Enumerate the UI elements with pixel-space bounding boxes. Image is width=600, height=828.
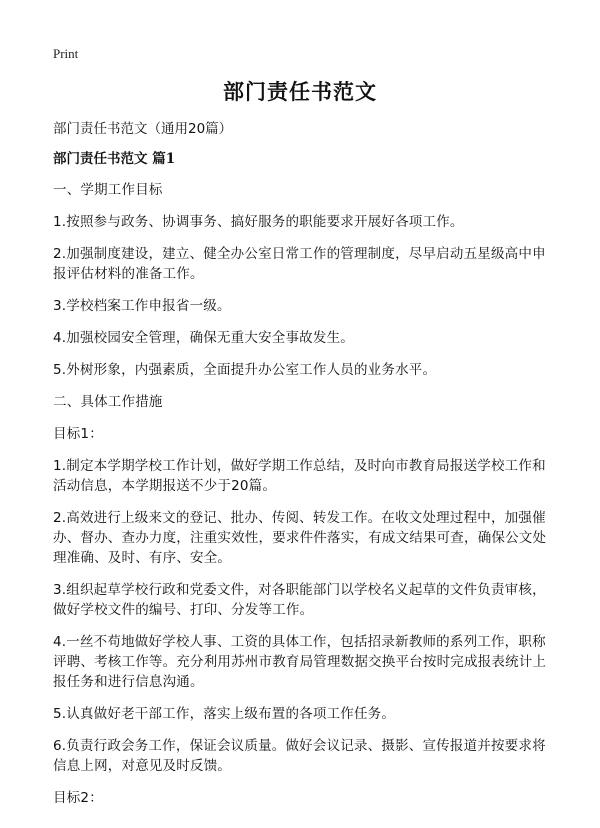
goal-item: 1.按照参与政务、协调事务、搞好服务的职能要求开展好各项工作。 (53, 214, 464, 230)
measure-item: 3.组织起草学校行政和党委文件，对各职能部门以学校名义起草的文件负责审核，做好学校文件的编号、打印、分发等工作。 (53, 582, 546, 618)
target-label: 目标1： (53, 426, 103, 442)
goal-item: 5.外树形象，内强素质，全面提升办公室工作人员的业务水平。 (53, 362, 437, 378)
goal-item: 2.加强制度建设，建立、健全办公室日常工作的管理制度，尽早启动五星级高中申报评估材料的准备工作。 (53, 246, 546, 282)
measure-item: 2.高效进行上级来文的登记、批办、传阅、转发工作。在收文处理过程中，加强催办、督办、查办力度，注重实效性，要求件件落实，有成文结果可查，确保公文处理准确、及时、有序、安全。 (53, 510, 547, 566)
document-body (53, 180, 549, 808)
goal-item: 3.学校档案工作申报省一级。 (53, 298, 231, 314)
heading-goals: 一、学期工作目标 (53, 182, 163, 198)
measure-item: 5.认真做好老干部工作，落实上级布置的各项工作任务。 (53, 706, 396, 722)
goal-item: 4.加强校园安全管理，确保无重大安全事故发生。 (53, 330, 354, 346)
heading-measures: 二、具体工作措施 (53, 394, 163, 410)
target-label: 目标2： (53, 790, 103, 806)
document-subtitle: 部门责任书范文（通用20篇） (53, 121, 233, 137)
document-title: 部门责任书范文 (223, 80, 377, 104)
measure-item: 4.一丝不苟地做好学校人事、工资的具体工作，包括招录新教师的系列工作，职称评聘、考核工作等。充分利用苏州市教育局管理数据交换平台按时完成报表统计上报任务和进行信息沟通。 (53, 634, 547, 690)
section-heading: 部门责任书范文 篇1 (53, 151, 176, 167)
print-link[interactable]: Print (53, 46, 79, 61)
measure-item: 1.制定本学期学校工作计划，做好学期工作总结，及时向市教育局报送学校工作和活动信息，本学期报送不少于20篇。 (53, 458, 546, 494)
measure-item: 6.负责行政会务工作，保证会议质量。做好会议记录、摄影、宣传报道并按要求将信息上网，对意见及时反馈。 (53, 738, 546, 774)
